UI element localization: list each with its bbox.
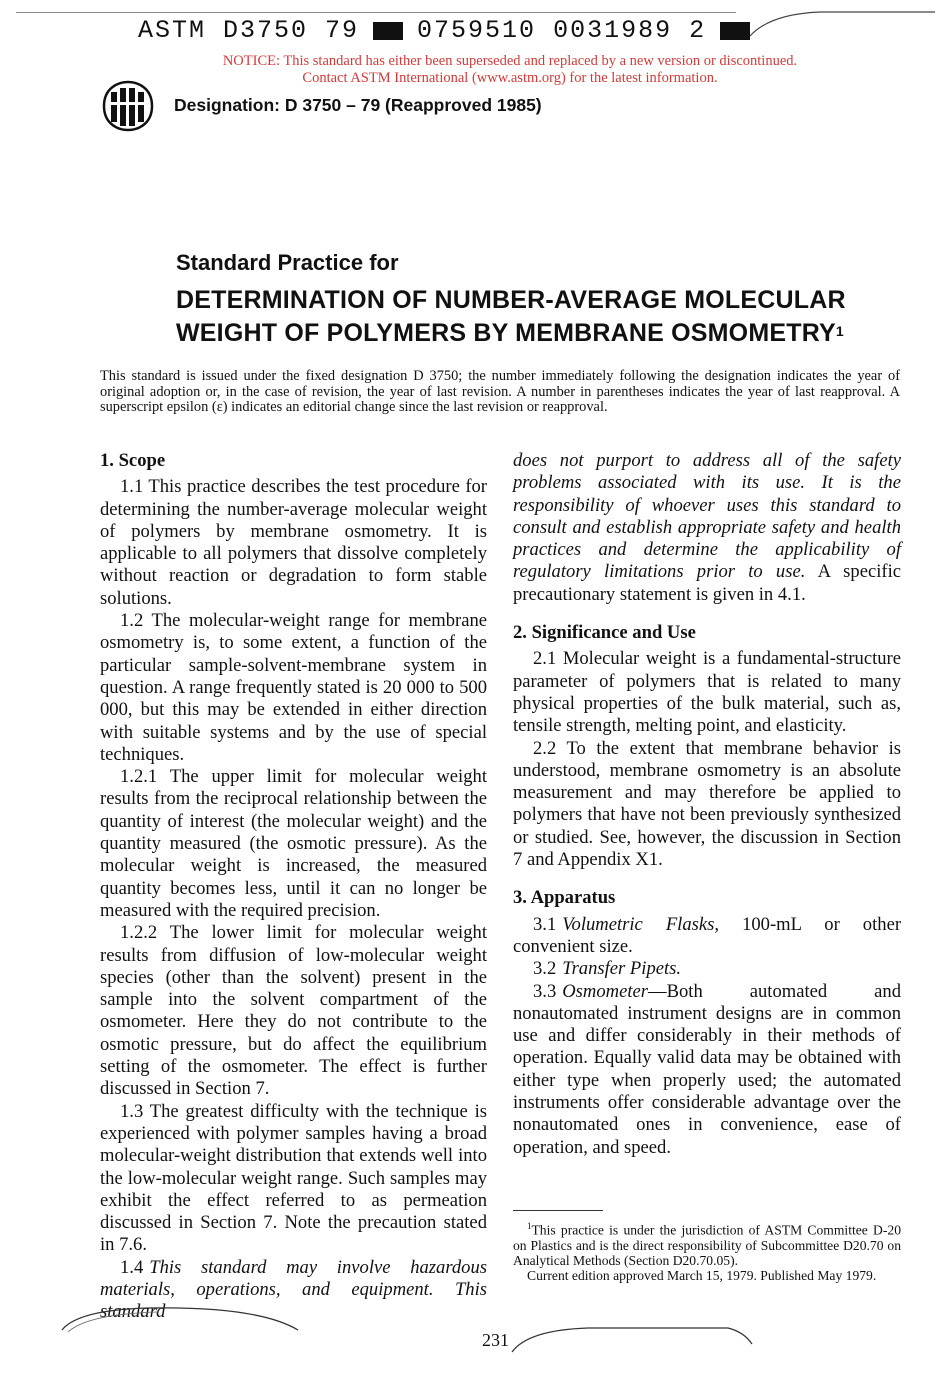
document-code-strip: [138, 16, 764, 45]
title-line-2: [176, 317, 896, 350]
paragraph-1-2: 1.2 The molecular-weight range for membrane osmometry is, to some extent, a function of the particular sample-solvent-membrane system in question. A range frequently stated is 20 000 to 500 000, but this may be extended in either direction with suitable systems and by the use of special techniques.: [100, 610, 487, 765]
paragraph-1-2-2: 1.2.2 The lower limit for molecular weight results from diffusion of low-molecular weight species (other than the solvent) present in the sample into the solvent compartment of the osmometer. Here they do not contribute to the osmotic pressure, but do affect the equilibrium setting of the osmometer. The effect is further discussed in Section 7.: [100, 922, 487, 1100]
section-heading-apparatus: 3. Apparatus: [513, 887, 616, 909]
paragraph-2-1: 2.1 Molecular weight is a fundamental-structure parameter of polymers that is related to many physical properties of the bulk material, such as, tensile strength, melting point, and elasticity.: [513, 648, 901, 737]
title-prefix: Standard Practice for: [176, 250, 399, 275]
footnote-text-2: Current edition approved March 15, 1979. Published May 1979.: [527, 1267, 877, 1283]
issued-note: This standard is issued under the fixed designation D 3750; the number immediately following the designation indicates the year of original adoption or, in the case of revision, the year of last revision. A number in parentheses indicates the year of last reapproval. A superscript epsilon (ε) indicates an editorial change since the last revision or reapproval.: [100, 368, 900, 415]
paragraph-number: 3.2: [533, 958, 557, 980]
safety-statement-italic-cont: does not purport to address all of the safety problems associated with its use. It is the responsibility of whoever uses this standard to consult and establish appropriate safety and health practices and determine the applicability of regulatory limitations prior to use.: [513, 450, 901, 583]
item-description: 100-mL or other convenient size.: [513, 913, 902, 957]
designation: Designation: D 3750 – 79 (Reapproved 1985): [174, 95, 542, 115]
top-rule: [16, 12, 736, 13]
paragraph-number: 3.3: [533, 980, 557, 1002]
footnote: [513, 1219, 901, 1283]
black-block-mark: [373, 22, 403, 40]
paragraph-3-1: [513, 914, 901, 959]
safety-statement-italic: This standard may involve hazardous materials, operations, and equipment. This standard: [100, 1256, 487, 1323]
section-heading-significance: 2. Significance and Use: [513, 622, 696, 644]
paragraph-number: 3.1: [533, 913, 557, 935]
left-column: [100, 450, 487, 1324]
doc-code-part-1: ASTM D3750 79: [138, 16, 360, 45]
paragraph-1-3: 1.3 The greatest difficulty with the technique is experienced with polymer samples having a broad molecular-weight distribution that extends well into the low-molecular weight range. Such samples may exhibit the effect referred to as permeation discussed in Section 7. Note the precaution stated in 7.6.: [100, 1100, 487, 1256]
section-heading-scope: 1. Scope: [100, 450, 166, 471]
supersede-notice: [160, 53, 860, 86]
astm-logo-icon: [100, 80, 156, 132]
item-name: Osmometer: [562, 980, 648, 1002]
precaution-reference: A specific precautionary statement is given in 4.1.: [513, 561, 901, 605]
doc-code-part-2: 0759510 0031989 2: [417, 16, 707, 45]
title-footnote-mark: 1: [835, 323, 844, 339]
black-block-mark: [720, 22, 750, 40]
title-line-1: DETERMINATION OF NUMBER-AVERAGE MOLECULAR: [176, 286, 846, 314]
paragraph-1-4-continued: [513, 450, 901, 606]
notice-line: NOTICE: This standard has either been superseded and replaced by a new version or discontinued.: [222, 53, 798, 69]
item-name: Volumetric Flasks,: [562, 913, 720, 935]
footnote-jurisdiction: This practice is under the jurisdiction of ASTM Committee D-20 on Plastics and is the direct responsibility of Subcommittee D20.70 on Analytical Methods (Section D20.70.05).: [513, 1222, 901, 1268]
paragraph-number: 1.4: [120, 1256, 144, 1278]
right-column: [513, 450, 901, 1159]
scan-artifact-curve-right: [508, 1322, 758, 1356]
item-description: —Both automated and nonautomated instrument designs are in common use and differ considerably in their methods of operation. Equally valid data may be obtained with either type when properly used; the automated instruments offer considerable advantage over the nonautomated ones in convenience, ease of operation, and speed.: [513, 980, 901, 1158]
item-name: Transfer Pipets.: [562, 958, 682, 980]
page-number: 231: [482, 1330, 509, 1350]
paragraph-3-3: [513, 981, 901, 1159]
scan-artifact-curve-left: [58, 1300, 308, 1336]
footnote-rule: [513, 1210, 603, 1211]
title-line-2-text: WEIGHT OF POLYMERS BY MEMBRANE OSMOMETRY: [176, 319, 836, 347]
paragraph-1-1: 1.1 This practice describes the test procedure for determining the number-average molecular weight of polymers by membrane osmometry. It is applicable to all polymers that dissolve completely without reaction or degradation to form stable solutions.: [100, 476, 487, 609]
paragraph-2-2: 2.2 To the extent that membrane behavior is understood, membrane osmometry is an absolute measurement and may therefore be applied to polymers that have not been previously synthesized or studied. See, however, the discussion in Section 7 and Appendix X1.: [513, 737, 901, 871]
paragraph-1-2-1: 1.2.1 The upper limit for molecular weight results from the reciprocal relationship between the quantity of interest (the molecular weight) and the quantity measured (the osmotic pressure). As the molecular weight is increased, the measured quantity becomes less, until it can no longer be measured with the required precision.: [100, 766, 487, 921]
footnote-mark: 1: [527, 1221, 532, 1231]
footnote-text-1: [513, 1219, 901, 1268]
notice-line: Contact ASTM International (www.astm.org) for the latest information.: [302, 69, 718, 86]
page-title: [176, 284, 896, 350]
paragraph-3-2: [513, 958, 901, 980]
corner-scan-curve: [740, 6, 940, 46]
